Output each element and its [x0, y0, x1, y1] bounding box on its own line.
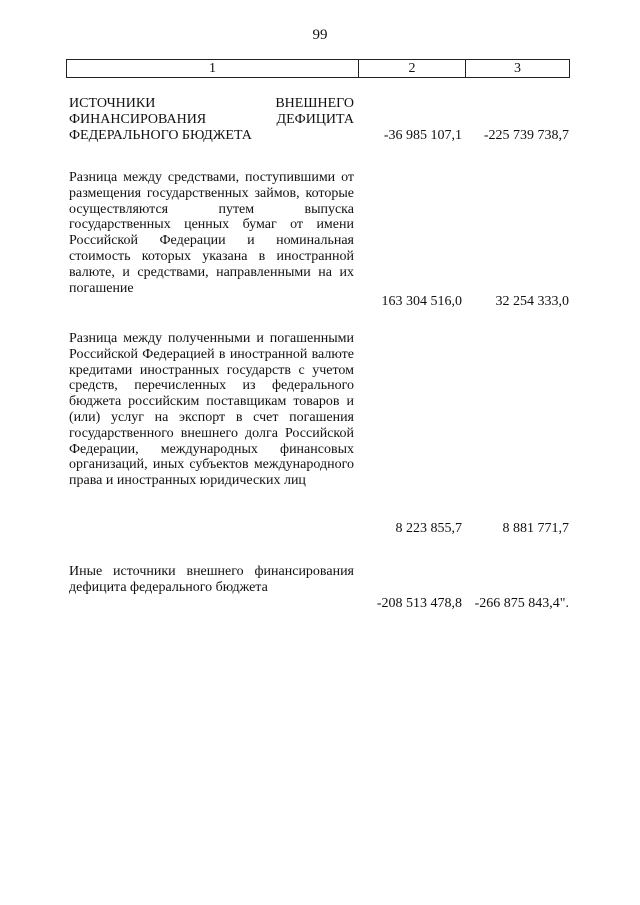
table-row — [69, 170, 569, 310]
row-value-2: 163 304 516,0 — [381, 294, 462, 309]
row-description: Иные источники внешнего финансирования дефицита федерального бюджета — [69, 564, 354, 595]
column-header-1: 1 — [67, 60, 359, 77]
row-value-3: -225 739 738,7 — [483, 128, 569, 143]
row-description: ИСТОЧНИКИ ВНЕШНЕГО ФИНАНСИРОВАНИЯ ДЕФИЦИТА ФЕДЕРАЛЬНОГО БЮДЖЕТА — [69, 96, 354, 143]
row-value-2: 8 223 855,7 — [395, 521, 462, 536]
table-row — [69, 96, 569, 160]
column-header-2: 2 — [359, 60, 466, 77]
row-description: Разница между полученными и погашенными Российской Федерацией в иностранной валюте кредитами иностранных государств с учетом средств, перечисленных из федерального бюджета российским поставщикам товаров и (или) услуг на экспорт в счет погашения государственного внешнего долга Российской Федерации, международных финансовых организаций, иных субъектов международного права и иностранных юридических лиц — [69, 331, 354, 489]
table-row — [69, 331, 569, 543]
table-header — [66, 59, 570, 78]
row-value-3: 32 254 333,0 — [495, 294, 569, 309]
row-value-3: -266 875 843,4". — [474, 596, 569, 611]
row-value-2: -208 513 478,8 — [376, 596, 462, 611]
row-value-3: 8 881 771,7 — [502, 521, 569, 536]
row-description: Разница между средствами, поступившими от размещения государственных займов, которые осуществляются путем выпуска государственных ценных бумаг от имени Российской Федерации и номинальная стоимость которых указана в иностранной валюте, и средствами, направленными на их погашение — [69, 170, 354, 296]
page-number: 99 — [312, 27, 328, 43]
row-value-2: -36 985 107,1 — [383, 128, 462, 143]
column-header-3: 3 — [514, 60, 521, 76]
table-row — [69, 564, 569, 616]
